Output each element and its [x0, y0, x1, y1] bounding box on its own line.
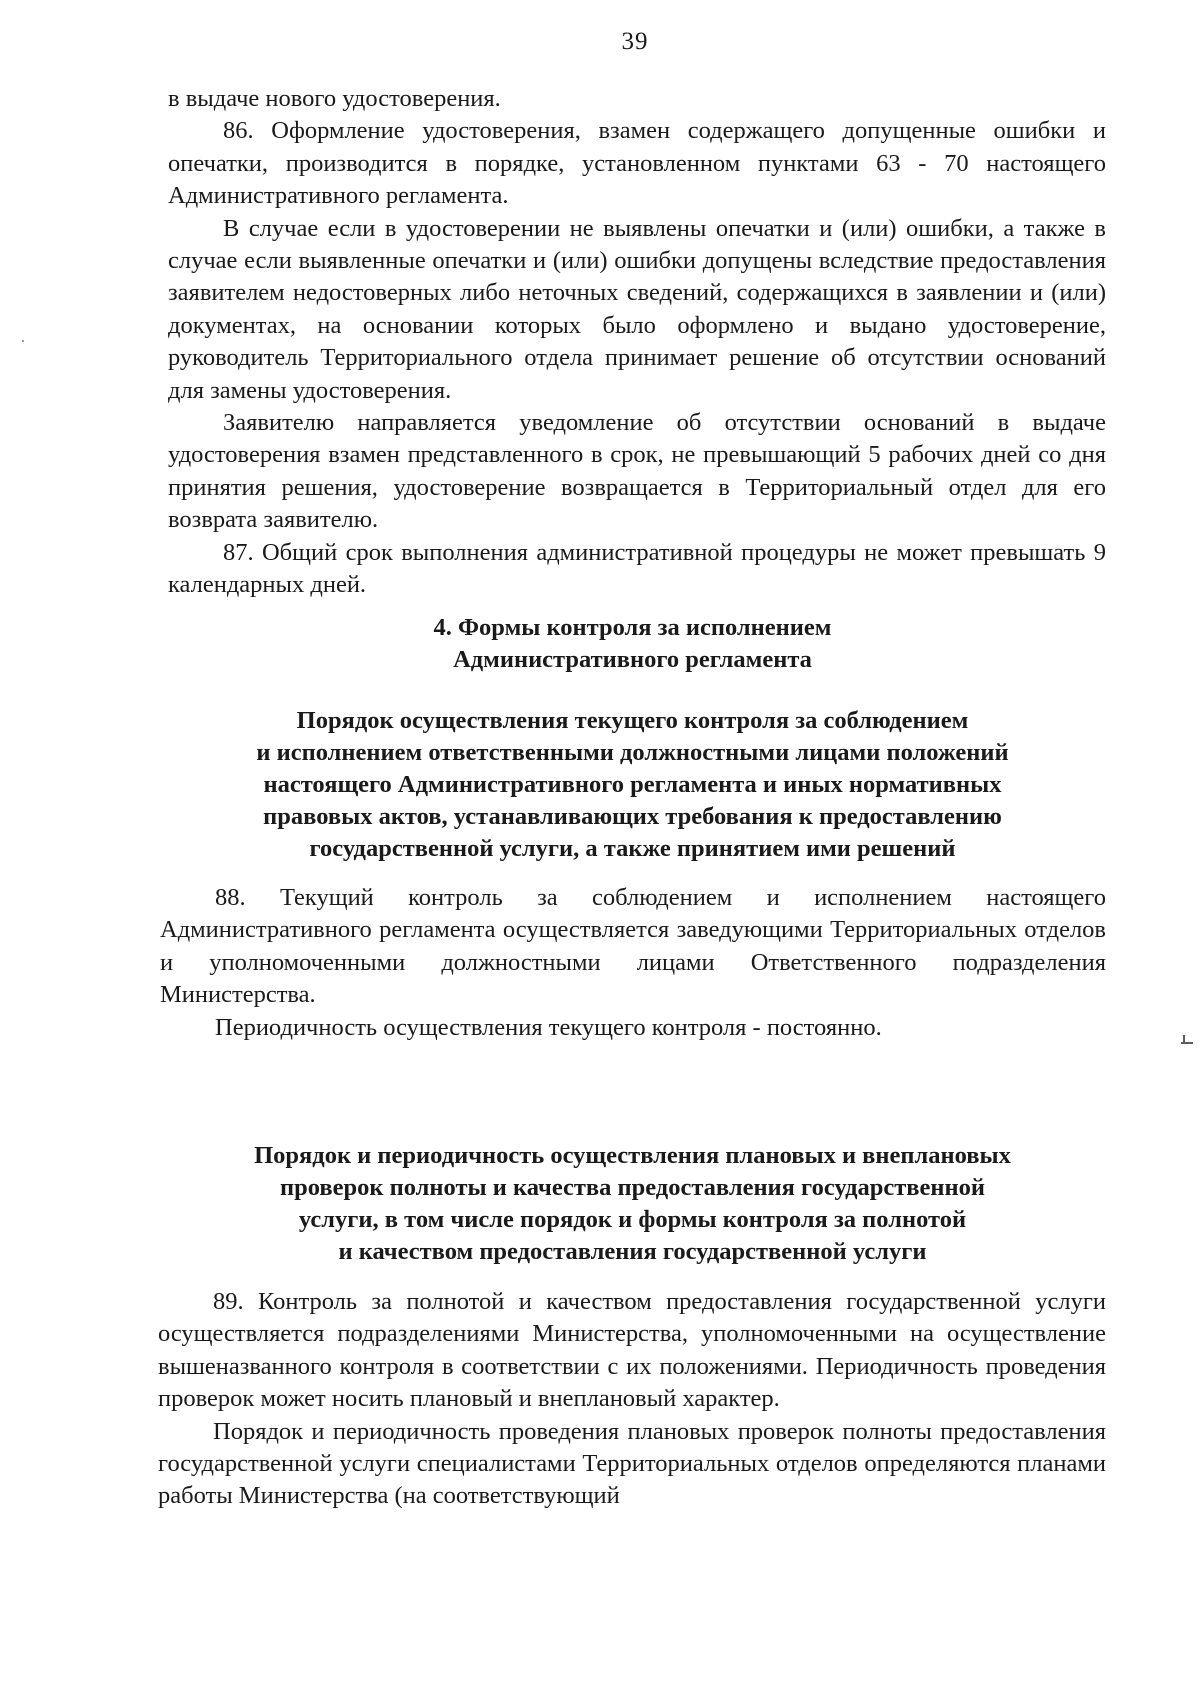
paragraph-continuation: в выдаче нового удостоверения. — [168, 85, 501, 112]
subheading-1-line-2: и исполнением ответственными должностными лицами положений — [256, 739, 1009, 766]
section-4-heading — [150, 612, 1115, 676]
planned-inspections-subheading — [150, 1140, 1115, 1268]
subheading-2-line-2: проверок полноты и качества предоставления государственной — [280, 1174, 985, 1201]
paragraph-88: 88. Текущий контроль за соблюдением и исполнением настоящего Административного регламента осуществляется заведующими Территориальных отделов и уполномоченными должностными лицами Ответственного подразделения Министерства. — [160, 884, 1106, 1009]
subheading-1-line-1: Порядок осуществления текущего контроля за соблюдением — [296, 707, 969, 734]
subheading-1-line-5: государственной услуги, а также принятием ими решений — [309, 835, 956, 862]
section-4-heading-line-1: 4. Формы контроля за исполнением — [433, 614, 832, 641]
paragraph-89: 89. Контроль за полнотой и качеством предоставления государственной услуги осуществляется подразделениями Министерства, уполномоченными на осуществление вышеназванного контроля в соответствии с их положениями. Периодичность проведения проверок может носить плановый и внеплановый характер. — [158, 1288, 1106, 1413]
bottom-text-block — [158, 1286, 1106, 1513]
paragraph-86-case: В случае если в удостоверении не выявлены опечатки и (или) ошибки, а также в случае если выявленные опечатки и (или) ошибки допущены вследствие предоставления заявителем недостоверных либо неточных сведений, содержащихся в заявлении и (или) документах, на основании которых было оформлено и выдано удостоверение, руководитель Территориального отдела принимает решение об отсутствии оснований для замены удостоверения. — [168, 214, 1106, 404]
paragraph-86: 86. Оформление удостоверения, взамен содержащего допущенные ошибки и опечатки, производится в порядке, установленном пунктами 63 - 70 настоящего Административного регламента. — [168, 117, 1106, 210]
subheading-2-line-4: и качеством предоставления государственной услуги — [338, 1238, 927, 1265]
top-text-block — [168, 83, 1106, 602]
subheading-2-line-3: услуги, в том числе порядок и формы контроля за полнотой — [298, 1206, 967, 1233]
subheading-1-line-3: настоящего Административного регламента и иных нормативных — [263, 771, 1002, 798]
subheading-1-line-4: правовых актов, устанавливающих требования к предоставлению — [263, 803, 1002, 830]
middle-text-block — [160, 882, 1106, 1044]
scan-speck — [22, 340, 24, 342]
page-number: 39 — [621, 28, 649, 55]
paragraph-87: 87. Общий срок выполнения административной процедуры не может превышать 9 календарных дней. — [168, 538, 1106, 599]
paragraph-86-notice: Заявителю направляется уведомление об отсутствии оснований в выдаче удостоверения взамен представленного в срок, не превышающий 5 рабочих дней со дня принятия решения, удостоверение возвращается в Территориальный отдел для его возврата заявителю. — [168, 409, 1106, 534]
paragraph-88-periodicity: Периодичность осуществления текущего контроля - постоянно. — [215, 1013, 882, 1041]
current-control-subheading — [150, 705, 1115, 865]
paragraph-89-schedule: Порядок и периодичность проведения плановых проверок полноты предоставления государственной услуги специалистами Территориальных отделов определяются планами работы Министерства (на соответствующий — [158, 1417, 1106, 1510]
section-4-heading-line-2: Административного регламента — [453, 646, 812, 673]
subheading-2-line-1: Порядок и периодичность осуществления плановых и внеплановых — [254, 1142, 1011, 1169]
margin-mark-icon — [1181, 1033, 1193, 1047]
